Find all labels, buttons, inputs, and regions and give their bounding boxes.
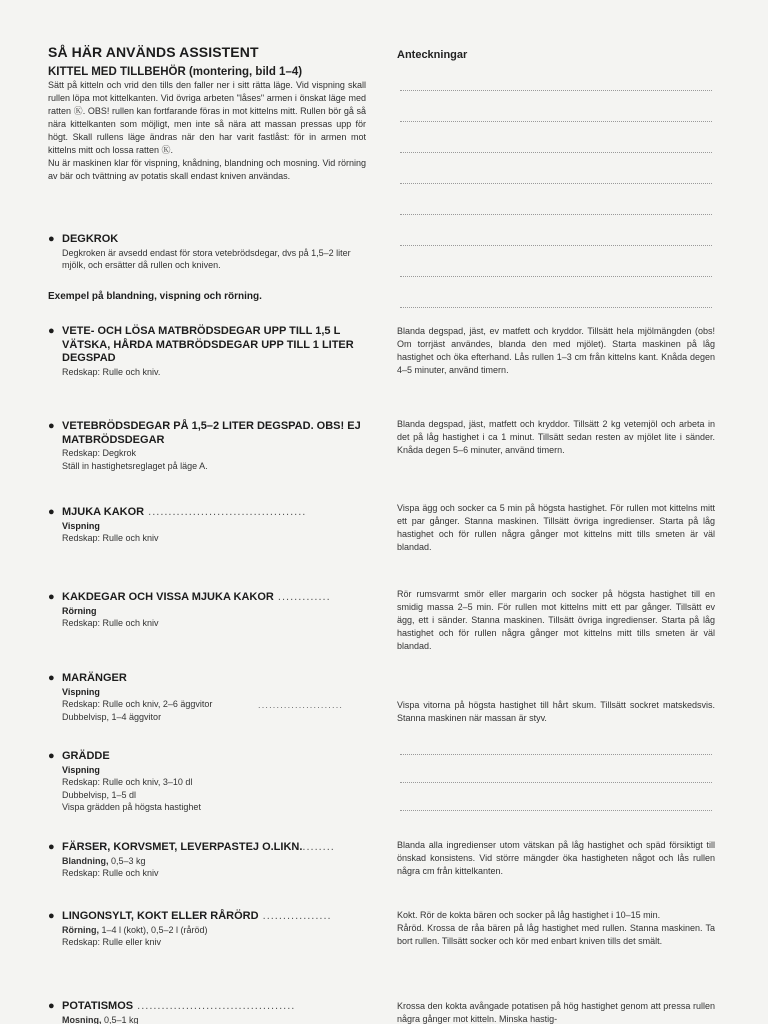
bullet-icon: ● xyxy=(48,591,55,603)
item-title: POTATISMOS xyxy=(62,1000,134,1012)
intro-text: Sätt på kitteln och vrid den tills den faller ner i sitt rätta läge. Vid vispning skall rullen löpa mot kittelkanten. Vid övriga arbeten "låses" armen i önskat läge med ratten Ⓚ. OBS! rullen kan fortfarande föras in mot kittelns mitt. Rullen bör gå så nära kittelkanten som möjligt, men inte så nära att massan pressas upp för högt. Skall rullens läge ändras när den har varit fastlåst: för in armen mot kittelns mitt och lossa ratten Ⓚ. xyxy=(48,80,366,155)
item-description: Vispa vitorna på högsta hastighet till hårt skum. Tillsätt sockret matskedsvis. Stanna maskinen när massan är styv. xyxy=(397,700,715,723)
item-description: Blanda alla ingredienser utom vätskan på låg hastighet och späd försiktigt till önskad konsistens. Vid större mängder öka hastigheten något och lås rullen några cm från kittelkanten. xyxy=(397,840,715,876)
note-line xyxy=(400,810,712,811)
note-line xyxy=(400,276,712,277)
item-method: Vispning xyxy=(62,764,100,775)
item-method: Mosning, xyxy=(62,1014,102,1024)
item-description: Blanda degspad, jäst, matfett och kryddor. Tillsätt 2 kg vetemjöl och arbeta in det på låg hastighet i ca 1 minut. Tillsätt sedan resten av mjölet lite i sänder. Knåda degen 5–6 minuter, använd timern. xyxy=(397,419,715,455)
list-item xyxy=(48,841,388,880)
item-line: Redskap: Rulle eller kniv xyxy=(62,937,162,947)
note-line xyxy=(400,152,712,153)
list-item xyxy=(48,910,388,949)
bullet-icon: ● xyxy=(48,325,55,337)
item-method: Rörning xyxy=(62,605,97,616)
item-line: Redskap: Degkrok xyxy=(62,448,137,458)
item-amount: 0,5–1 kg xyxy=(101,1014,139,1024)
item-description xyxy=(397,909,715,948)
item-line: Ställ in hastighetsreglaget på läge A. xyxy=(62,460,208,471)
note-line xyxy=(400,754,712,755)
item-title: LINGONSYLT, KOKT ELLER RÅRÖRD xyxy=(62,910,259,922)
item-line: Redskap: Rulle och kniv xyxy=(62,618,159,628)
list-item xyxy=(48,672,388,723)
item-description: Rör rumsvarmt smör eller margarin och socker på högsta hastighet till en smidig massa 2–5 min. För rullen mot kittelns mitt ett par gånger. Tillsätt ev ägg, ett i sänder. Stanna maskinen. Tillsätt övriga ingredienser. Starta på låg hastighet och för rullen några gånger mot kittelns mitt tills smeten är väl blandad. xyxy=(397,589,715,651)
degkrok-text: Degkroken är avsedd endast för stora vetebrödsdegar, dvs på 1,5–2 liter mjölk, och ersätter då rullen och kniven. xyxy=(62,247,351,270)
item-title: GRÄDDE xyxy=(62,750,110,762)
item-line: Redskap: Rulle och kniv, 2–6 äggvitor xyxy=(62,699,213,709)
bullet-icon: ● xyxy=(48,420,55,432)
item-description-part: Råröd. Krossa de råa bären på låg hastighet med rullen. Stanna maskinen. Ta bort rullen. Tillsätt socker och kör med enbart kniven tills det smält. xyxy=(397,923,715,946)
item-title: MJUKA KAKOR xyxy=(62,506,145,518)
list-item xyxy=(48,325,388,378)
intro-text-2: Nu är maskinen klar för vispning, knådning, blandning och mosning. Vid rörning av bär och tvättning av potatis skall endast kniven användas. xyxy=(48,158,366,181)
intro-section xyxy=(48,65,366,183)
degkrok-section xyxy=(48,233,366,272)
bullet-icon: ● xyxy=(48,1000,55,1012)
page-title: SÅ HÄR ANVÄNDS ASSISTENT xyxy=(48,44,259,60)
item-line: Dubbelvisp, 1–5 dl xyxy=(62,789,137,800)
item-line: Redskap: Rulle och kniv. xyxy=(62,366,161,377)
dot-leader: ....................................... xyxy=(133,1000,296,1012)
bullet-icon: ● xyxy=(48,841,55,853)
item-method: Vispning xyxy=(62,520,100,531)
item-method: Rörning, xyxy=(62,924,99,935)
item-title: VETEBRÖDSDEGAR PÅ 1,5–2 LITER DEGSPAD. OBS! EJ MATBRÖDSDEGAR xyxy=(62,420,361,446)
note-line xyxy=(400,121,712,122)
item-description: Blanda degspad, jäst, ev matfett och kryddor. Tillsätt hela mjölmängden (obs! Om torrjäst användes, blanda den med mjölet). Starta maskinen på låg hastighet och öka efterhand. Lås rullen 1–3 cm från kittelns kant. Knåda degen 4–5 minuter, använd timern. xyxy=(397,326,715,375)
dot-leader: ........ xyxy=(302,841,335,853)
note-line xyxy=(400,183,712,184)
dot-leader: ....................... xyxy=(258,700,344,710)
item-description-part: Kokt. Rör de kokta bären och socker på låg hastighet i 10–15 min. xyxy=(397,910,661,920)
list-item xyxy=(48,750,388,814)
dot-leader: ................. xyxy=(258,910,332,922)
item-amount: 0,5–3 kg xyxy=(108,855,146,866)
item-method: Blandning, xyxy=(62,855,109,866)
item-title: KAKDEGAR OCH VISSA MJUKA KAKOR xyxy=(62,591,274,603)
intro-subtitle: KITTEL MED TILLBEHÖR (montering, bild 1–4) xyxy=(48,66,303,78)
item-amount: 1–4 l (kokt), 0,5–2 l (råröd) xyxy=(99,924,208,935)
note-line xyxy=(400,214,712,215)
item-description: Krossa den kokta avångade potatisen på hög hastighet genom att pressa rullen några gånger mot kitteln. Minska hastig- xyxy=(397,1001,715,1024)
item-title: MARÄNGER xyxy=(62,672,127,684)
bullet-icon: ● xyxy=(48,233,55,245)
notes-heading: Anteckningar xyxy=(397,49,468,61)
note-line xyxy=(400,307,712,308)
list-item xyxy=(48,506,388,545)
item-line: Vispa grädden på högsta hastighet xyxy=(62,802,201,812)
item-line: Dubbelvisp, 1–4 äggvitor xyxy=(62,711,162,722)
note-line xyxy=(400,782,712,783)
item-description: Vispa ägg och socker ca 5 min på högsta hastighet. För rullen mot kittelns mitt ett par gånger. Stanna maskinen. Tillsätt övriga ingredienser. Starta på låg hastighet och för rullen några gånger mot kittelns mitt tills smeten är väl blandad. xyxy=(397,503,715,552)
bullet-icon: ● xyxy=(48,750,55,762)
example-heading: Exempel på blandning, vispning och rörning. xyxy=(48,291,262,302)
note-line xyxy=(400,90,712,91)
item-line: Redskap: Rulle och kniv, 3–10 dl xyxy=(62,777,193,787)
item-line: Redskap: Rulle och kniv xyxy=(62,868,159,878)
list-item xyxy=(48,1000,388,1024)
bullet-icon: ● xyxy=(48,506,55,518)
list-item xyxy=(48,420,388,472)
bullet-icon: ● xyxy=(48,672,55,684)
item-title: FÄRSER, KORVSMET, LEVERPASTEJ O.LIKN. xyxy=(62,841,303,853)
dot-leader: ............. xyxy=(273,591,331,603)
item-method: Vispning xyxy=(62,686,100,697)
note-line xyxy=(400,245,712,246)
degkrok-title: DEGKROK xyxy=(62,233,119,245)
dot-leader: ....................................... xyxy=(144,506,307,518)
list-item xyxy=(48,591,388,630)
item-title: VETE- OCH LÖSA MATBRÖDSDEGAR UPP TILL 1,5 L VÄTSKA, HÅRDA MATBRÖDSDEGAR UPP TILL 1 LITER DEGSPAD xyxy=(62,325,354,364)
bullet-icon: ● xyxy=(48,910,55,922)
item-line: Redskap: Rulle och kniv xyxy=(62,533,159,543)
